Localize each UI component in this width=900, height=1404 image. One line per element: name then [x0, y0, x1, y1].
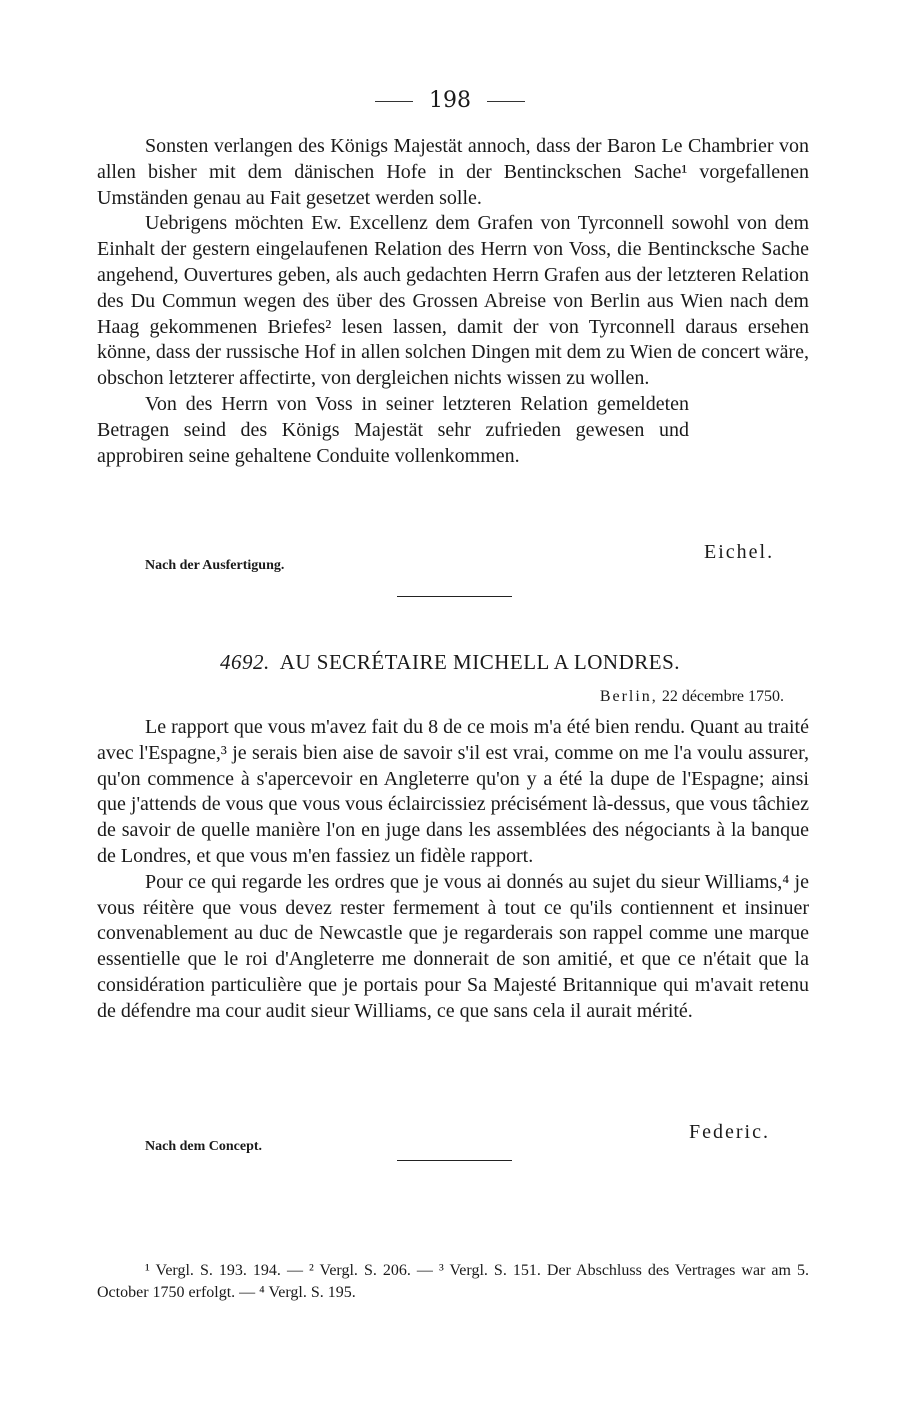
section2-body [97, 715, 809, 1025]
page-header [0, 88, 900, 113]
footnote-text: ¹ Vergl. S. 193. 194. — ² Vergl. S. 206. — ³ Vergl. S. 151. Der Abschluss des Vertrages war am 5. October 1750 erfolgt. — ⁴ Vergl. S. 195. [97, 1262, 809, 1301]
dateline-date: 22 décembre 1750. [661, 688, 784, 705]
section2-paragraph-1: Le rapport que vous m'avez fait du 8 de ce mois m'a été bien rendu. Quant au traité avec l'Espagne,³ je serais bien aise de savoir s'il est vrai, comme on me l'a voulu assurer, qu'on commence à s'apercevoir en Angleterre qu'on y a été la dupe de l'Espagne; ainsi que j'attends de vous que vous vous éclaircissiez précisément là-dessus, que vous tâchiez de savoir de quelle manière l'on en juge dans les assemblées des négociants à la banque de Londres, et que vous m'en fassiez un fidèle rapport. [97, 716, 809, 867]
section-divider-2 [397, 1160, 512, 1161]
section1-paragraph-1: Sonsten verlangen des Königs Majestät annoch, dass der Baron Le Chambrier von allen bisher mit dem dänischen Hofe in der Bentinckschen Sache¹ vorgefallenen Umständen genau au Fait gesetzet werden solle. [97, 135, 809, 209]
header-dash-right [487, 101, 525, 102]
document-number: 4692. [219, 650, 270, 674]
section1-signature: Eichel. [704, 541, 775, 563]
section2-paragraph-2: Pour ce qui regarde les ordres que je vous ai donnés au sujet du sieur Williams,⁴ je vous réitère que vous devez rester fermement à tout ce qu'ils contiennent et insinuer convenablement au duc de Newcastle que je regarderais son rappel comme une marque essentielle que le roi d'Angleterre me donnerait de son amitié, et que ce n'était que la considération particulière que je portais pour Sa Majesté Britannique qui m'avait retenu de défendre ma cour audit sieur Williams, ce que sans cela il aurait mérité. [97, 870, 809, 1022]
section1-body [97, 134, 809, 469]
section2-signature: Federic. [689, 1121, 770, 1143]
section1-paragraph-3: Von des Herrn von Voss in seiner letzteren Relation gemeldeten Betragen seind des Königs Majestät sehr zufrieden gewesen und approbiren seine gehaltene Conduite vollenkommen. [97, 392, 689, 467]
header-dash-left [375, 101, 413, 102]
footnotes [97, 1260, 809, 1304]
section1-paragraph-2: Uebrigens möchten Ew. Excellenz dem Grafen von Tyrconnell sowohl von dem Einhalt der gestern eingelaufenen Relation des Herrn von Voss, die Bentincksche Sache angehend, Ouvertures geben, als auch gedachten Herrn Grafen aus der letzteren Relation des Du Commun wegen des über des Grossen Abreise von Berlin aus Wien nach dem Haag gekommenen Briefes² lesen lassen, damit der von Tyrconnell daraus ersehen könne, dass der russische Hof in allen solchen Dingen mit dem zu Wien de concert wäre, obschon letzterer affectirte, von dergleichen nichts wissen zu wollen. [97, 212, 809, 390]
dateline [600, 688, 784, 706]
dateline-place: Berlin, [599, 688, 658, 705]
section1-source-note: Nach der Ausfertigung. [145, 558, 285, 573]
section-divider-1 [397, 596, 512, 597]
document-title [0, 650, 900, 675]
page-number: 198 [429, 88, 471, 113]
document-heading: AU SECRÉTAIRE MICHELL A LONDRES. [279, 650, 681, 674]
section2-source-note: Nach dem Concept. [145, 1139, 263, 1154]
